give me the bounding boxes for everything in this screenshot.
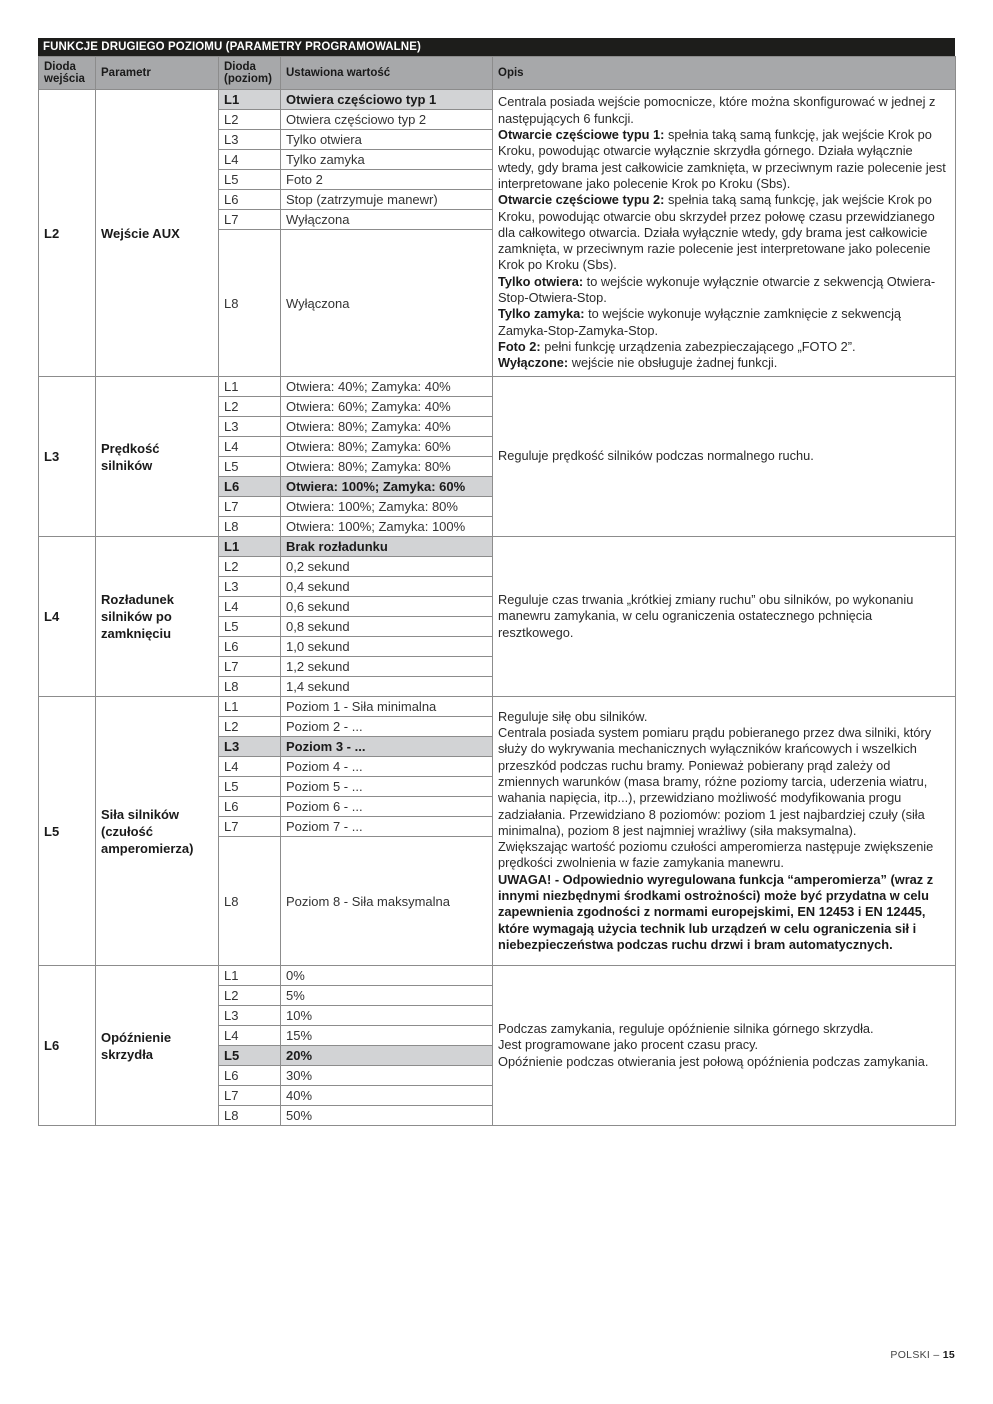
level-diode-cell: L5 bbox=[219, 617, 281, 637]
input-diode-cell: L3 bbox=[39, 377, 96, 537]
description-cell bbox=[493, 90, 956, 377]
description-cell bbox=[493, 697, 956, 966]
header-diode-input: Dioda wejścia bbox=[39, 57, 96, 90]
input-diode-cell: L4 bbox=[39, 537, 96, 697]
level-diode-cell: L7 bbox=[219, 1086, 281, 1106]
set-value-cell: Poziom 1 - Siła minimalna bbox=[281, 697, 493, 717]
set-value-cell: 0,4 sekund bbox=[281, 577, 493, 597]
set-value-cell: 1,2 sekund bbox=[281, 657, 493, 677]
description-paragraph bbox=[498, 872, 950, 953]
level-diode-cell: L6 bbox=[219, 1066, 281, 1086]
header-set-value: Ustawiona wartość bbox=[281, 57, 493, 90]
level-diode-cell: L3 bbox=[219, 577, 281, 597]
description-paragraph bbox=[498, 1021, 950, 1037]
description-paragraph bbox=[498, 725, 950, 839]
description-text: Centrala posiada wejście pomocnicze, które można skonfigurować w jednej z następujących 6 funkcji. bbox=[498, 94, 936, 126]
set-value-cell: Otwiera: 100%; Zamyka: 60% bbox=[281, 477, 493, 497]
description-text: Podczas zamykania, reguluje opóźnienie silnika górnego skrzydła. bbox=[498, 1021, 874, 1037]
level-diode-cell: L4 bbox=[219, 757, 281, 777]
level-diode-cell: L2 bbox=[219, 110, 281, 130]
description-text: spełnia taką samą funkcję, jak wejście Krok po Kroku, powodując otwarcie obu skrzydeł przez połowę czasu przewidzianego dla całkowitego otwarcia. Działa wyłącznie wtedy, gdy brama jest całkowicie zamknięta, w przeciwnym razie polecenie jest interpretowane jako polecenie Krok po Kroku (Sbs). bbox=[498, 192, 935, 273]
parameter-name-cell: Wejście AUX bbox=[96, 90, 219, 377]
description-paragraph bbox=[498, 448, 950, 464]
description-text: Centrala posiada system pomiaru prądu pobieranego przez dwa silniki, który służy do wykrywania mechanicznych wyłączników krańcowych i wszelkich przeszkód podczas ruchu bramy. Ponieważ pobierany prąd zależy od zmiennych warunków (masa bramy, różne poziomy tarcia, uderzenia wiatru, wahania napięcia, itp...), przewidziano możliwość modyfikowania progu zadziałania. Przewidziano 8 poziomów: poziom 1 jest najbardziej czuły (siła minimalna), poziom 8 jest najmniej wrażliwy (siła maksymalna). bbox=[498, 725, 932, 838]
set-value-cell: Poziom 7 - ... bbox=[281, 817, 493, 837]
description-bold-lead: Tylko otwiera: bbox=[498, 273, 584, 289]
set-value-cell: Otwiera częściowo typ 2 bbox=[281, 110, 493, 130]
set-value-cell: 1,4 sekund bbox=[281, 677, 493, 697]
description-text: Reguluje siłę obu silników. bbox=[498, 708, 648, 724]
level-diode-cell: L1 bbox=[219, 537, 281, 557]
description-paragraph bbox=[498, 592, 950, 641]
level-diode-cell: L7 bbox=[219, 210, 281, 230]
set-value-cell: Wyłączona bbox=[281, 210, 493, 230]
description-paragraph bbox=[498, 709, 950, 725]
parameters-table-container bbox=[38, 38, 955, 1126]
level-diode-cell: L1 bbox=[219, 966, 281, 986]
set-value-cell: 30% bbox=[281, 1066, 493, 1086]
set-value-cell: Stop (zatrzymuje manewr) bbox=[281, 190, 493, 210]
description-paragraph bbox=[498, 1037, 950, 1053]
set-value-cell: 0,8 sekund bbox=[281, 617, 493, 637]
level-diode-cell: L6 bbox=[219, 477, 281, 497]
description-paragraph bbox=[498, 1054, 950, 1070]
set-value-cell: 50% bbox=[281, 1106, 493, 1126]
set-value-cell: Otwiera: 60%; Zamyka: 40% bbox=[281, 397, 493, 417]
set-value-cell: 0,6 sekund bbox=[281, 597, 493, 617]
set-value-cell: Otwiera: 100%; Zamyka: 80% bbox=[281, 497, 493, 517]
description-paragraph bbox=[498, 94, 950, 127]
description-paragraph bbox=[498, 339, 950, 355]
set-value-cell: Poziom 6 - ... bbox=[281, 797, 493, 817]
level-diode-cell: L6 bbox=[219, 190, 281, 210]
set-value-cell: Poziom 2 - ... bbox=[281, 717, 493, 737]
set-value-cell: Otwiera: 80%; Zamyka: 40% bbox=[281, 417, 493, 437]
description-cell bbox=[493, 966, 956, 1126]
description-bold-lead: Tylko zamyka: bbox=[498, 306, 585, 322]
description-text: Opóźnienie podczas otwierania jest połową opóźnienia podczas zamykania. bbox=[498, 1053, 929, 1069]
description-text: Jest programowane jako procent czasu pracy. bbox=[498, 1037, 759, 1053]
level-diode-cell: L8 bbox=[219, 837, 281, 966]
set-value-cell: 5% bbox=[281, 986, 493, 1006]
header-diode-level: Dioda (poziom) bbox=[219, 57, 281, 90]
set-value-cell: Foto 2 bbox=[281, 170, 493, 190]
description-paragraph bbox=[498, 839, 950, 872]
level-diode-cell: L8 bbox=[219, 517, 281, 537]
set-value-cell: Otwiera: 80%; Zamyka: 60% bbox=[281, 437, 493, 457]
level-diode-cell: L7 bbox=[219, 657, 281, 677]
level-diode-cell: L5 bbox=[219, 170, 281, 190]
description-text: to wejście wykonuje wyłącznie zamknięcie z sekwencją Zamyka-Stop-Zamyka-Stop. bbox=[498, 306, 902, 338]
set-value-cell: Poziom 8 - Siła maksymalna bbox=[281, 837, 493, 966]
level-diode-cell: L4 bbox=[219, 150, 281, 170]
input-diode-cell: L5 bbox=[39, 697, 96, 966]
footer-language: POLSKI – bbox=[890, 1349, 940, 1361]
description-text: Zwiększając wartość poziomu czułości amperomierza następuje zwiększenie prędkości zwolnienia w fazie zamykania manewru. bbox=[498, 839, 934, 871]
level-diode-cell: L7 bbox=[219, 817, 281, 837]
level-diode-cell: L5 bbox=[219, 777, 281, 797]
description-text: spełnia taką samą funkcję, jak wejście Krok po Kroku, powodując otwarcie wyłącznie skrzydła górnego. Działa wyłącznie wtedy, gdy brama jest całkowicie zamknięta, w przeciwnym razie polecenie jest interpretowane jako polecenie Krok po Kroku (Sbs). bbox=[498, 127, 946, 191]
description-bold-lead: Otwarcie częściowe typu 1: bbox=[498, 127, 665, 143]
set-value-cell: Otwiera: 100%; Zamyka: 100% bbox=[281, 517, 493, 537]
description-paragraph bbox=[498, 274, 950, 307]
level-diode-cell: L1 bbox=[219, 697, 281, 717]
level-diode-cell: L3 bbox=[219, 1006, 281, 1026]
description-paragraph bbox=[498, 127, 950, 192]
input-diode-cell: L2 bbox=[39, 90, 96, 377]
description-bold-lead: Wyłączone: bbox=[498, 355, 569, 371]
table-row bbox=[39, 537, 956, 557]
description-bold-lead: UWAGA! - Odpowiednio wyregulowana funkcja “amperomierza” (wraz z innymi niezbędnymi środkami ostrożności) może być przydatna w celu zapewnienia zgodności z normami europejskimi, EN 12453 i EN 12445, które wymagają użycia technik lub urządzeń w celu ograniczenia sił i niebezpieczeństwa podczas ruchu drzwi i bram automatycznych. bbox=[498, 871, 934, 952]
page-footer bbox=[890, 1349, 955, 1361]
level-diode-cell: L1 bbox=[219, 377, 281, 397]
parameter-name-cell: Siła silników (czułość amperomierza) bbox=[96, 697, 219, 966]
page-number: 15 bbox=[942, 1349, 955, 1361]
description-bold-lead: Foto 2: bbox=[498, 338, 541, 354]
set-value-cell: Otwiera: 40%; Zamyka: 40% bbox=[281, 377, 493, 397]
description-paragraph bbox=[498, 306, 950, 339]
set-value-cell: Tylko zamyka bbox=[281, 150, 493, 170]
set-value-cell: Otwiera częściowo typ 1 bbox=[281, 90, 493, 110]
level-diode-cell: L8 bbox=[219, 677, 281, 697]
table-row bbox=[39, 966, 956, 986]
level-diode-cell: L2 bbox=[219, 717, 281, 737]
description-text: wejście nie obsługuje żadnej funkcji. bbox=[568, 355, 778, 371]
level-diode-cell: L5 bbox=[219, 1046, 281, 1066]
description-cell bbox=[493, 377, 956, 537]
description-bold-lead: Otwarcie częściowe typu 2: bbox=[498, 192, 665, 208]
level-diode-cell: L5 bbox=[219, 457, 281, 477]
set-value-cell: 1,0 sekund bbox=[281, 637, 493, 657]
level-diode-cell: L8 bbox=[219, 1106, 281, 1126]
set-value-cell: Poziom 4 - ... bbox=[281, 757, 493, 777]
set-value-cell: 15% bbox=[281, 1026, 493, 1046]
level-diode-cell: L2 bbox=[219, 557, 281, 577]
level-diode-cell: L1 bbox=[219, 90, 281, 110]
parameter-name-cell: Opóźnienie skrzydła bbox=[96, 966, 219, 1126]
table-row bbox=[39, 377, 956, 397]
set-value-cell: 0% bbox=[281, 966, 493, 986]
set-value-cell: 0,2 sekund bbox=[281, 557, 493, 577]
level-diode-cell: L6 bbox=[219, 637, 281, 657]
set-value-cell: 20% bbox=[281, 1046, 493, 1066]
level-diode-cell: L7 bbox=[219, 497, 281, 517]
header-row bbox=[39, 57, 956, 90]
level-diode-cell: L3 bbox=[219, 417, 281, 437]
parameter-name-cell: Rozładunek silników po zamknięciu bbox=[96, 537, 219, 697]
level-diode-cell: L3 bbox=[219, 130, 281, 150]
description-text: Reguluje czas trwania „krótkiej zmiany ruchu” obu silników, po wykonaniu manewru zamykania, w celu ograniczenia ostatecznego pchnięcia resztkowego. bbox=[498, 592, 914, 640]
description-paragraph bbox=[498, 355, 950, 371]
parameter-name-cell: Prędkość silników bbox=[96, 377, 219, 537]
table-row bbox=[39, 90, 956, 110]
set-value-cell: Brak rozładunku bbox=[281, 537, 493, 557]
set-value-cell: Poziom 3 - ... bbox=[281, 737, 493, 757]
set-value-cell: Otwiera: 80%; Zamyka: 80% bbox=[281, 457, 493, 477]
parameters-table bbox=[38, 56, 956, 1126]
level-diode-cell: L4 bbox=[219, 437, 281, 457]
description-paragraph bbox=[498, 192, 950, 273]
table-title: FUNKCJE DRUGIEGO POZIOMU (PARAMETRY PROGRAMOWALNE) bbox=[38, 38, 955, 56]
level-diode-cell: L8 bbox=[219, 230, 281, 377]
description-cell bbox=[493, 537, 956, 697]
level-diode-cell: L2 bbox=[219, 397, 281, 417]
level-diode-cell: L3 bbox=[219, 737, 281, 757]
set-value-cell: 10% bbox=[281, 1006, 493, 1026]
description-text: to wejście wykonuje wyłącznie otwarcie z sekwencją Otwiera-Stop-Otwiera-Stop. bbox=[498, 273, 936, 306]
level-diode-cell: L6 bbox=[219, 797, 281, 817]
set-value-cell: Wyłączona bbox=[281, 230, 493, 377]
header-description: Opis bbox=[493, 57, 956, 90]
header-parameter: Parametr bbox=[96, 57, 219, 90]
set-value-cell: Poziom 5 - ... bbox=[281, 777, 493, 797]
set-value-cell: Tylko otwiera bbox=[281, 130, 493, 150]
table-row bbox=[39, 697, 956, 717]
set-value-cell: 40% bbox=[281, 1086, 493, 1106]
input-diode-cell: L6 bbox=[39, 966, 96, 1126]
description-text: Reguluje prędkość silników podczas normalnego ruchu. bbox=[498, 448, 814, 464]
level-diode-cell: L2 bbox=[219, 986, 281, 1006]
level-diode-cell: L4 bbox=[219, 597, 281, 617]
level-diode-cell: L4 bbox=[219, 1026, 281, 1046]
description-text: pełni funkcję urządzenia zabezpieczającego „FOTO 2”. bbox=[540, 338, 856, 354]
